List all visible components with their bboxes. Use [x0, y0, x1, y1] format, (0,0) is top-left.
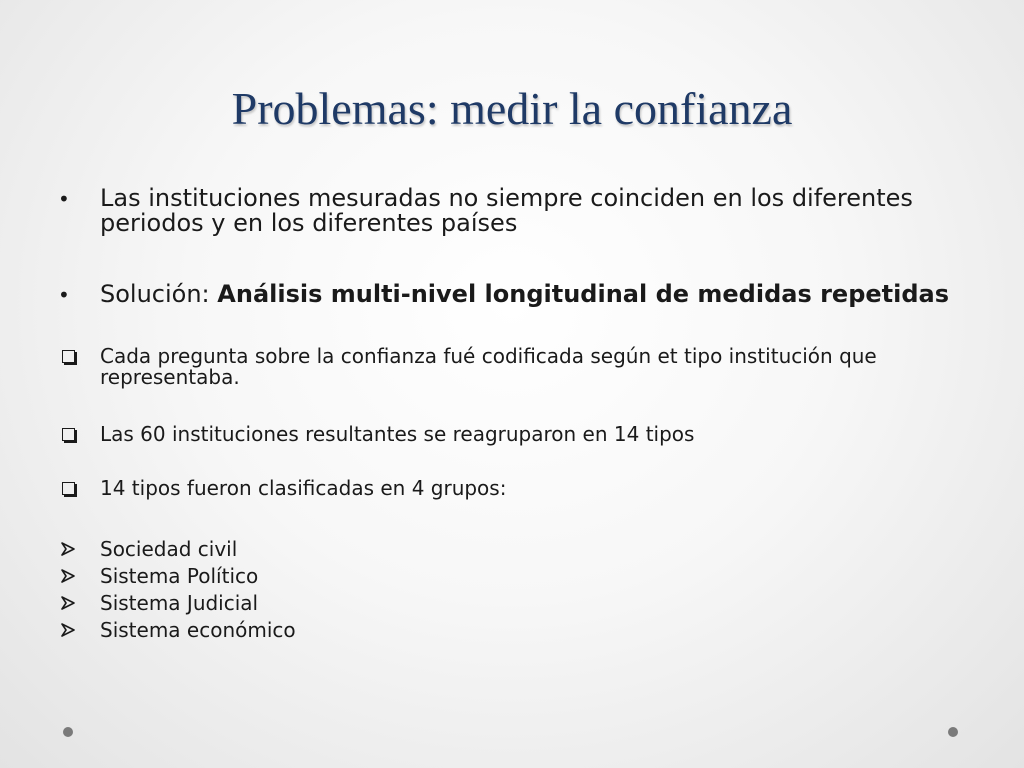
square-box-icon: [62, 428, 75, 441]
dot-icon: [63, 727, 73, 737]
bullet-text: Las instituciones mesuradas no siempre coinciden en los diferentes periodos y en los diferentes países: [100, 184, 913, 238]
group-text: Sistema Judicial: [100, 591, 259, 615]
square-box-icon: [62, 482, 75, 495]
square-box-icon: [62, 350, 75, 363]
bullet-marker: •: [58, 283, 70, 307]
bullet-text: [100, 282, 980, 307]
arrowhead-icon: [60, 622, 76, 638]
arrowhead-icon: [60, 568, 76, 584]
solution-prefix: Solución:: [100, 280, 218, 308]
slide-title: Problemas: medir la confianza: [231, 83, 793, 134]
group-text: Sistema económico: [100, 618, 296, 642]
group-text: Sistema Político: [100, 564, 259, 588]
arrowhead-icon: [60, 541, 76, 557]
group-text: Sociedad civil: [100, 537, 238, 561]
solution-method: Análisis multi-nivel longitudinal de medidas repetidas: [217, 280, 950, 308]
checklist-text: Las 60 instituciones resultantes se reagruparon en 14 tipos: [100, 422, 695, 446]
checklist-text: 14 tipos fueron clasificadas en 4 grupos:: [100, 476, 507, 500]
bullet-marker: •: [58, 187, 70, 211]
arrowhead-icon: [60, 595, 76, 611]
dot-icon: [948, 727, 958, 737]
checklist-text: Cada pregunta sobre la confianza fué codificada según et tipo institución que representaba.: [100, 344, 877, 389]
